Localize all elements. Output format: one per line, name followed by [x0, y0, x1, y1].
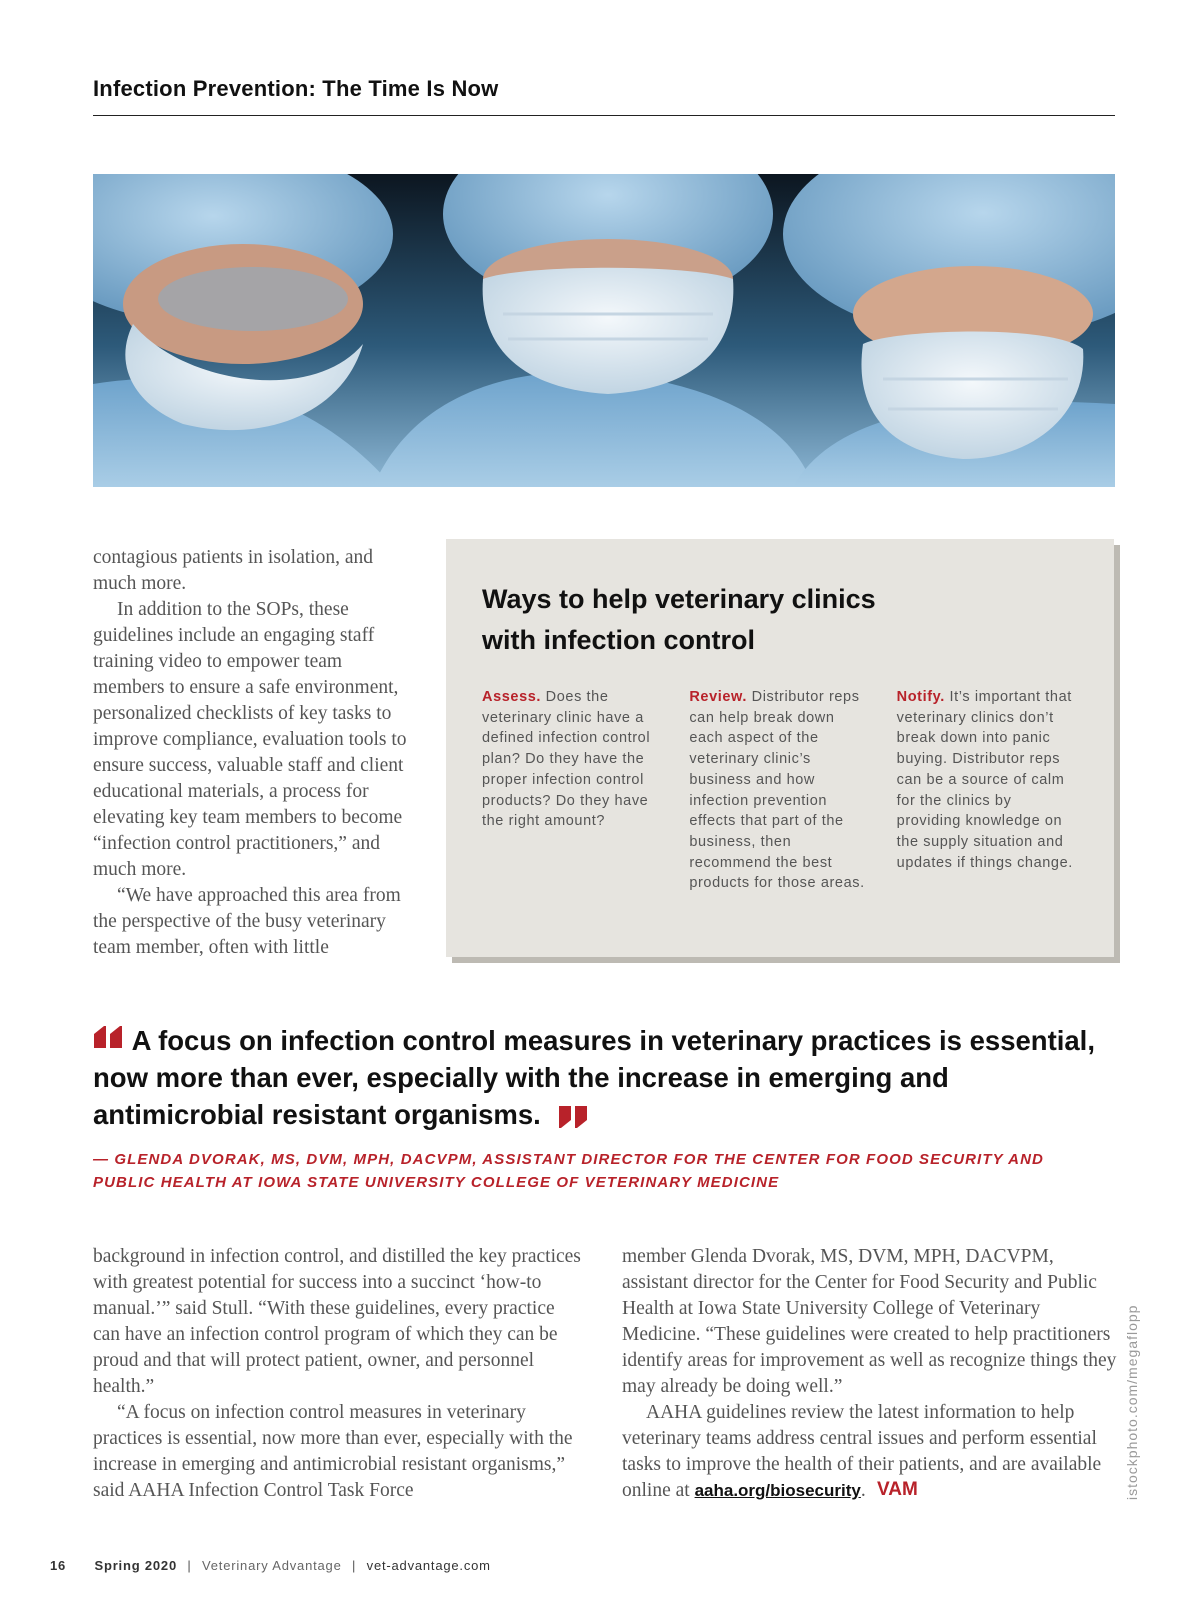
vam-end-logo-icon [877, 1479, 919, 1497]
sidebar-item-notify [897, 687, 1078, 894]
magazine-name: Veterinary Advantage [202, 1558, 342, 1573]
sidebar-item-lead: Review. [689, 689, 747, 705]
footer-separator: | [187, 1558, 192, 1573]
body-column-bottom-right [622, 1244, 1117, 1504]
sidebar-item-lead: Notify. [896, 689, 945, 705]
issue-label: Spring 2020 [94, 1558, 177, 1573]
paragraph-text: AAHA guidelines review the latest information to help veterinary teams address central issues and perform essential tasks to improve the health of their patients, and are available online at [622, 1402, 1102, 1501]
paragraph: “A focus on infection control measures in veterinary practices is essential, now more than ever, especially with the increase in emerging and antimicrobial resistant organisms,” said AAHA Infection Control Task Force [93, 1402, 573, 1501]
paragraph: member Glenda Dvorak, MS, DVM, MPH, DACVPM, assistant director for the Center for Food Security and Public Health at Iowa State University College of Veterinary Medicine. “These guidelines were created to help practitioners identify areas for improvement as well as recognize things they may already be doing well.” [622, 1246, 1117, 1397]
sidebar-item-lead: Assess. [482, 689, 542, 705]
paragraph [622, 1400, 1117, 1504]
pull-quote [93, 1022, 1123, 1133]
body-column-bottom-left [93, 1244, 583, 1504]
sidebar-title: Ways to help veterinary clinics with infection control [482, 584, 876, 655]
close-quote-icon [556, 1104, 588, 1132]
header-divider [93, 115, 1115, 116]
pull-quote-text: A focus on infection control measures in veterinary practices is essential, now more than ever, especially with the increase in emerging and antimicrobial resistant organisms. [93, 1025, 1095, 1130]
sentence-period: . [860, 1480, 866, 1501]
paragraph: “We have approached this area from the perspective of the busy veterinary team member, often with little [93, 885, 401, 958]
open-quote-icon [93, 1024, 125, 1052]
page-footer [50, 1558, 491, 1573]
photo-credit: istockphoto.com/megaflopp [1124, 1304, 1140, 1500]
paragraph: background in infection control, and distilled the key practices with greatest potential for success into a succinct ‘how-to manual.’” said Stull. “With these guidelines, every practice can have an infection control program of which they can be proud and that will protect patient, owner, and personnel health.” [93, 1246, 581, 1397]
paragraph: contagious patients in isolation, and much more. [93, 547, 373, 594]
page-number: 16 [50, 1558, 67, 1573]
sidebar-item-assess [482, 687, 663, 894]
pull-quote-attribution: — GLENDA DVORAK, MS, DVM, MPH, DACVPM, ASSISTANT DIRECTOR FOR THE CENTER FOR FOOD SECURITY AND PUBLIC HEALTH AT IOWA STATE UNIVERSITY COLLEGE OF VETERINARY MEDICINE [93, 1151, 1044, 1191]
sidebar-item-text: Distributor reps can help break down each aspect of the veterinary clinic’s business and how infection prevention effects that part of the business, then recommend the best products for those areas. [689, 689, 865, 892]
vam-logo-text: VAM [876, 1479, 918, 1497]
sidebar-box [446, 539, 1114, 957]
page-header-title: Infection Prevention: The Time Is Now [93, 76, 499, 101]
footer-separator: | [352, 1558, 357, 1573]
website-url: vet-advantage.com [366, 1558, 491, 1573]
sidebar-item-text: It’s important that veterinary clinics don’t break down into panic buying. Distributor reps can be a source of calm for the clinics by providing knowledge on the supply situation and updates if things change. [896, 689, 1073, 871]
surgeons-in-masks-photo [93, 174, 1115, 487]
paragraph: In addition to the SOPs, these guidelines include an engaging staff training video to empower team members to ensure a safe environment, personalized checklists of key tasks to improve compliance, evaluation tools to ensure success, valuable staff and client educational materials, a process for elevating key team members to become “infection control practitioners,” and much more. [93, 599, 407, 880]
body-column-top [93, 545, 415, 961]
biosecurity-link[interactable]: aaha.org/biosecurity [694, 1481, 861, 1500]
sidebar-item-text: Does the veterinary clinic have a defined infection control plan? Do they have the proper infection control products? Do they have the right amount? [482, 689, 651, 830]
sidebar-columns [482, 687, 1078, 894]
sidebar-item-review [689, 687, 870, 894]
